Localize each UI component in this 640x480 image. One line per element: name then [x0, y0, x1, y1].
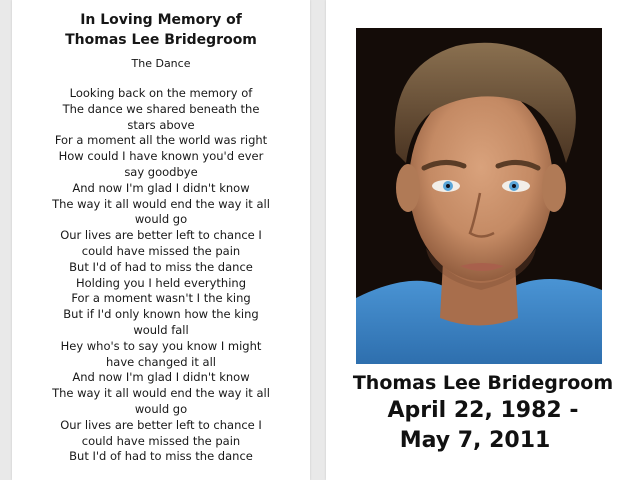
poem-line: Holding you I held everything	[75, 275, 247, 290]
poem-line: And now I'm glad I didn't know	[72, 180, 250, 195]
portrait-illustration	[356, 28, 602, 364]
birth-date: April 22, 1982 -	[387, 398, 579, 423]
poem-line: could have missed the pain	[81, 243, 241, 258]
right-ear	[542, 164, 566, 212]
poem-line: would go	[134, 401, 188, 416]
poem-line: The way it all would end the way it all	[52, 386, 270, 401]
poem-line: But if I'd only known how the king	[63, 307, 259, 322]
left-ear	[396, 164, 420, 212]
poem-line: The dance we shared beneath the	[62, 101, 260, 116]
death-date: May 7, 2011	[399, 428, 551, 453]
poem-line: But I'd of had to miss the dance	[69, 259, 253, 274]
face	[409, 85, 553, 281]
poem-line: And now I'm glad I didn't know	[72, 370, 250, 385]
poem-line: could have missed the pain	[81, 433, 241, 448]
poem-line: The way it all would end the way it all	[52, 196, 270, 211]
poem-line: Hey who's to say you know I might	[60, 338, 262, 353]
poem-line: say goodbye	[124, 164, 198, 179]
poem-line: Our lives are better left to chance I	[60, 228, 262, 243]
portrait-photo	[356, 28, 602, 364]
poem-line: Our lives are better left to chance I	[60, 417, 262, 432]
deceased-name: Thomas Lee Bridegroom	[352, 372, 614, 394]
poem-card	[12, 0, 310, 480]
poem-line: would go	[134, 212, 188, 227]
poem-line: For a moment all the world was right	[54, 133, 268, 148]
poem-text	[12, 86, 310, 465]
memorial-name-heading: Thomas Lee Bridegroom	[65, 32, 257, 48]
poem-line: stars above	[127, 117, 195, 132]
poem-line: How could I have known you'd ever	[58, 149, 264, 164]
poem-line: But I'd of had to miss the dance	[69, 449, 253, 464]
poem-line: For a moment wasn't I the king	[71, 291, 251, 306]
poem-line: have changed it all	[106, 354, 216, 369]
poem-line: Looking back on the memory of	[69, 86, 253, 100]
memorial-heading: In Loving Memory of	[80, 12, 242, 28]
poem-line: would fall	[133, 322, 189, 337]
poem-title: The Dance	[131, 57, 191, 70]
